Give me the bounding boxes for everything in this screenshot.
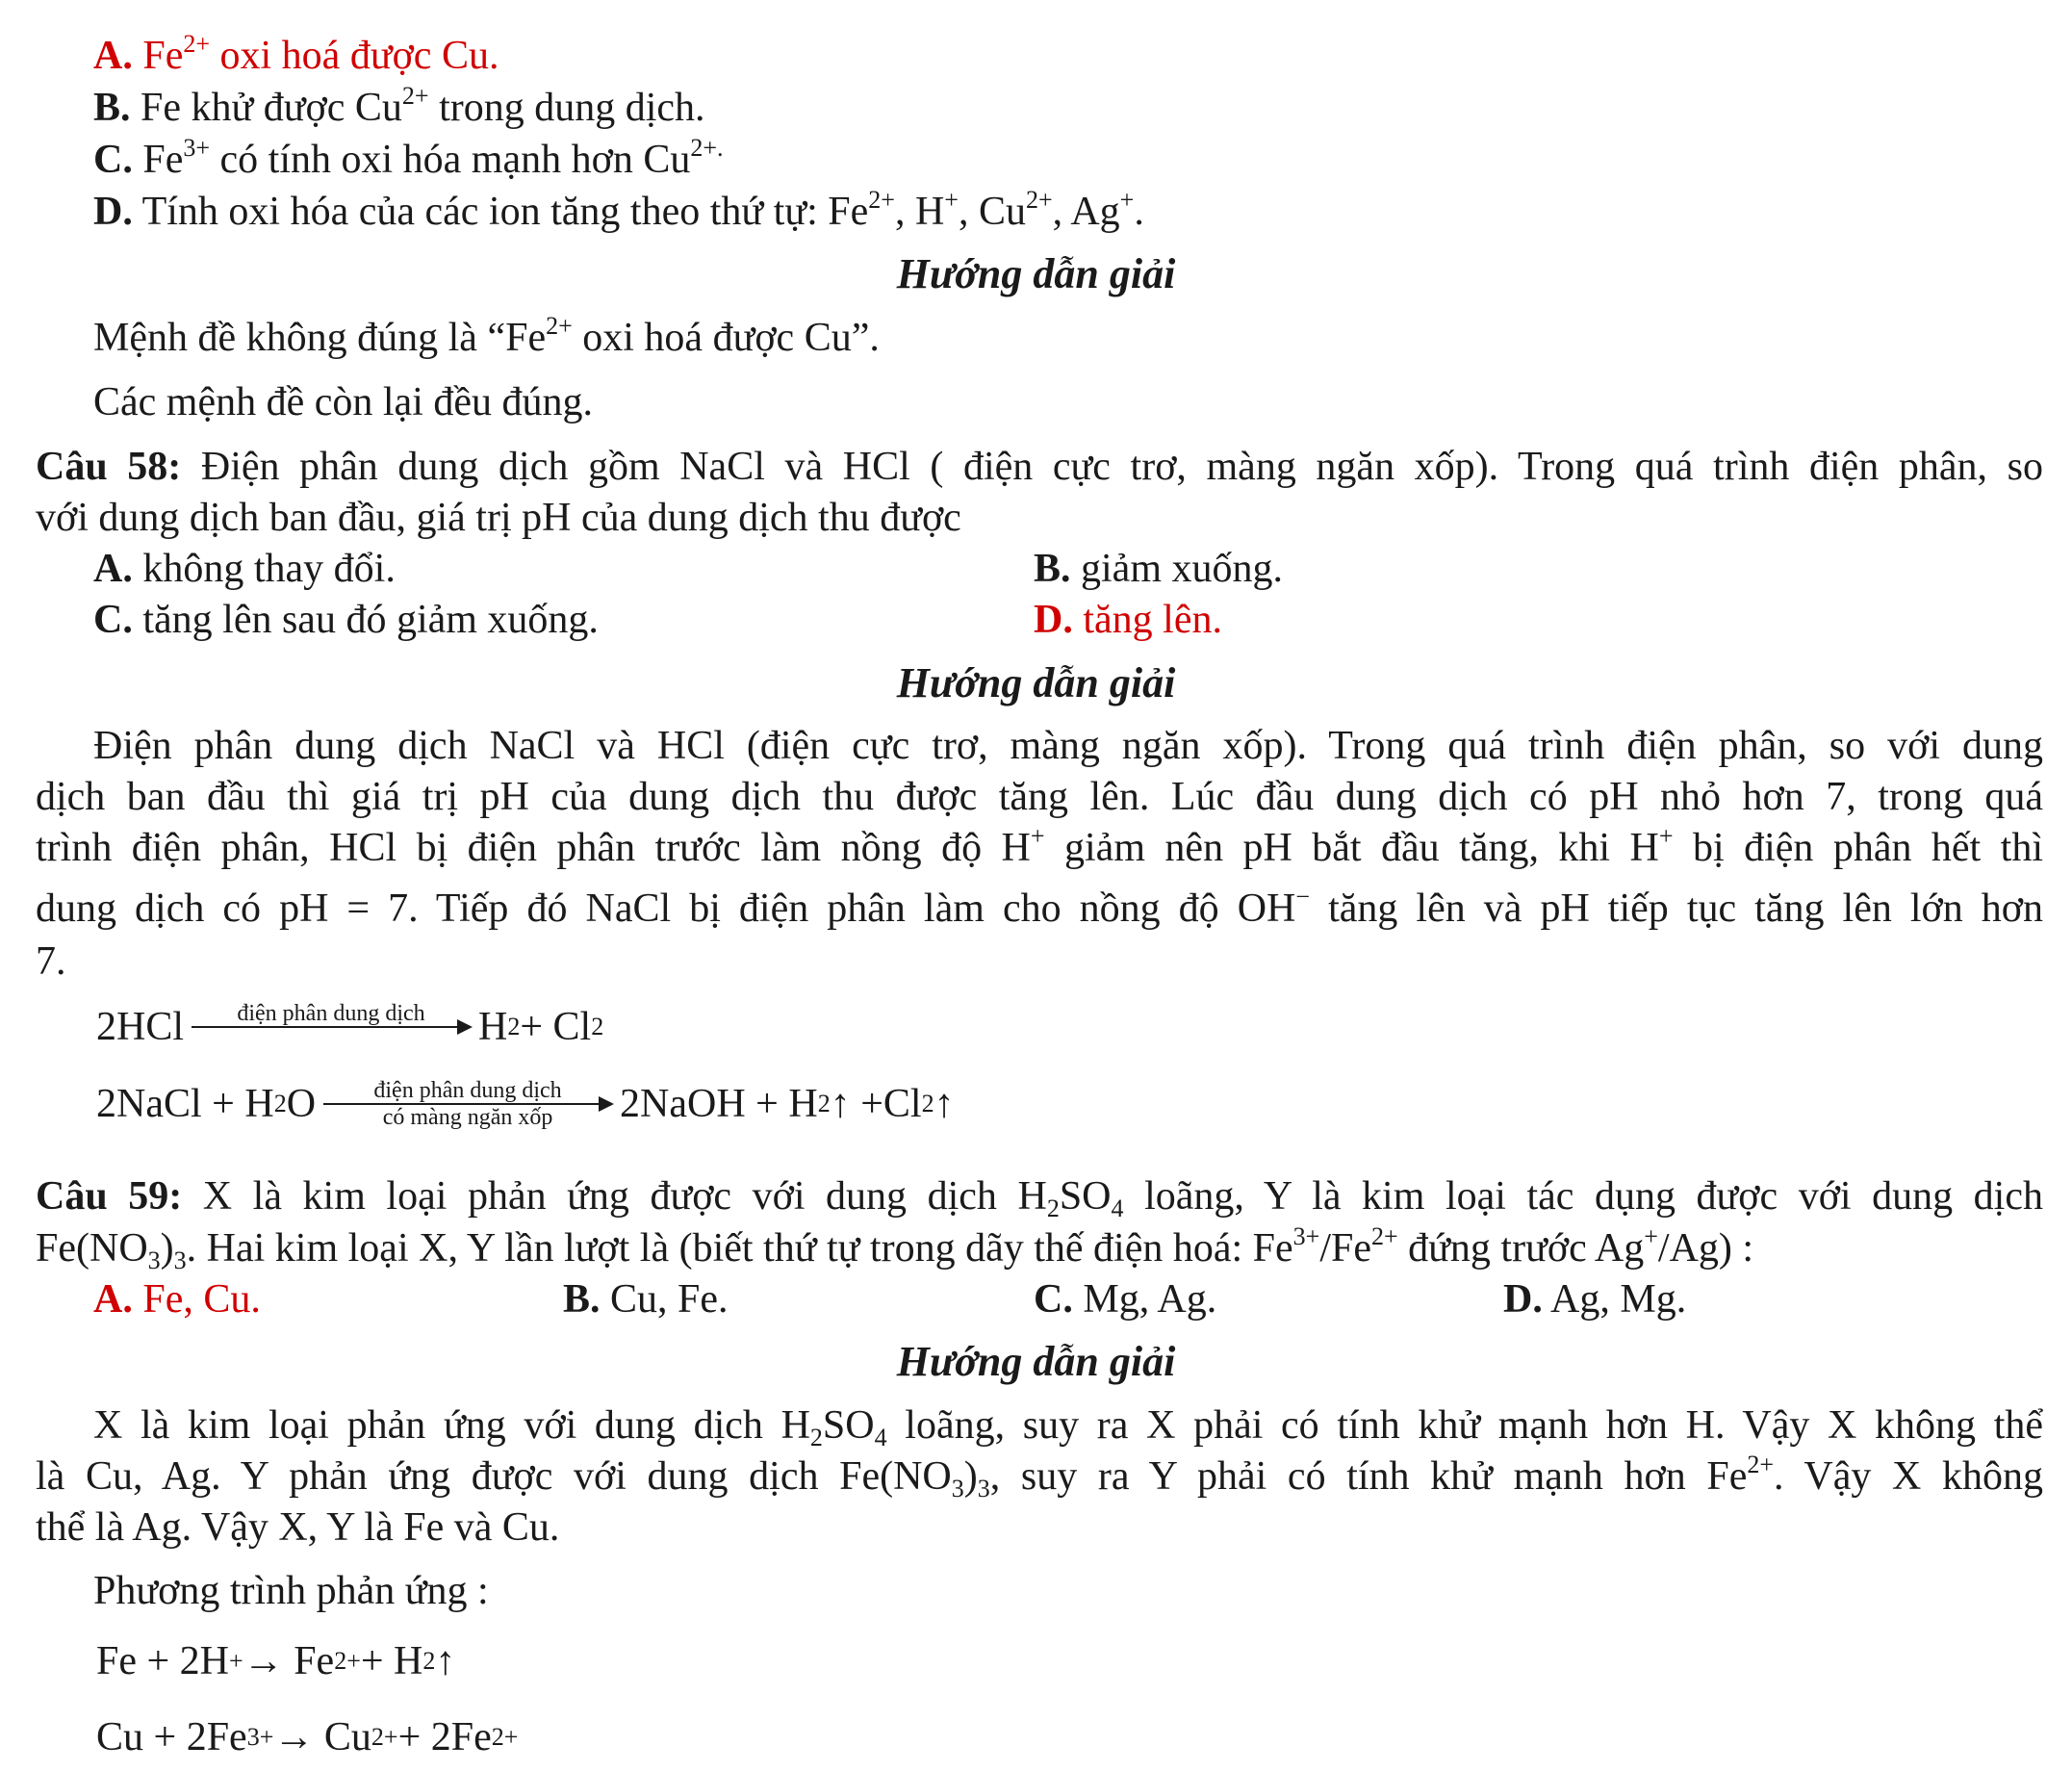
- reaction-arrow: điện phân dung dịch: [192, 1001, 471, 1053]
- solution-59-line-4: Phương trình phản ứng :: [93, 1569, 489, 1613]
- solution-1-line-2: Các mệnh đề còn lại đều đúng.: [93, 380, 594, 424]
- solution-59-line-1: X là kim loại phản ứng với dung dịch $H_2SO_4$ loãng, suy ra X phải có tính khử mạnh hơn H. Vậy X không thể: [93, 1403, 2044, 1451]
- q58-option-a: A. không thay đổi.: [93, 547, 396, 591]
- question-58-line-2: với dung dịch ban đầu, giá trị pH của dung dịch thu được: [36, 496, 961, 540]
- solution-58-p2: dịch ban đầu thì giá trị pH của dung dịch thu được tăng lên. Lúc đầu dung dịch có pH nhỏ hơn 7, trong quá: [36, 775, 2043, 819]
- solution-58-p5: 7.: [36, 939, 66, 984]
- solution-58-p1: Điện phân dung dịch NaCl và HCl (điện cực trơ, màng ngăn xốp). Trong quá trình điện phân, so với dung: [93, 724, 2043, 768]
- option-d-top: D. Tính oxi hóa của các ion tăng theo thứ tự: $Fe^{2+}$, H+, $Cu^{2+}$, Ag+.: [93, 186, 1144, 234]
- equation-hcl: 2HCl điện phân dung dịch H 2 + Cl 2: [96, 1001, 603, 1053]
- q59-option-d: D. Ag, Mg.: [1503, 1277, 1687, 1322]
- solution-1-line-1: Mệnh đề không đúng là “$Fe^{2+}$ oxi hoá được Cu”.: [93, 312, 880, 360]
- q58-option-d: D. tăng lên.: [1034, 598, 1222, 642]
- solution-58-p4: dung dịch có pH = 7. Tiếp đó NaCl bị điện phân làm cho nồng độ OH− tăng lên và pH tiếp tục tăng lên lớn hơn: [36, 883, 2043, 931]
- question-58-line-1: Câu 58: Điện phân dung dịch gồm NaCl và HCl ( điện cực trơ, màng ngăn xốp). Trong quá trình điện phân, so: [36, 445, 2043, 489]
- reaction-arrow: điện phân dung dịch có màng ngăn xốp: [323, 1078, 612, 1130]
- option-b-top: B. Fe khử được $Cu^{2+}$ trong dung dịch.: [93, 82, 705, 130]
- question-59-line-1: Câu 59: X là kim loại phản ứng được với dung dịch $H_2SO_4$ loãng, Y là kim loại tác dụng được với dung dịch: [36, 1174, 2043, 1222]
- solution-59-line-2: là Cu, Ag. Y phản ứng được với dung dịch $Fe(NO_3)_3$, suy ra Y phải có tính khử mạnh hơn $Fe^{2+}$. Vậy X không: [36, 1451, 2043, 1502]
- option-c-top: C. $Fe^{3+}$ có tính oxi hóa mạnh hơn $Cu^{2+.}$: [93, 134, 724, 182]
- equation-nacl: 2NaCl + H 2 O điện phân dung dịch có màng ngăn xốp 2NaOH + H 2 ↑ +Cl 2 ↑: [96, 1078, 955, 1130]
- guide-heading-2: Hướng dẫn giải: [896, 659, 1176, 706]
- solution-59-line-3: thể là Ag. Vậy X, Y là Fe và Cu.: [36, 1505, 560, 1550]
- q59-option-b: B. Cu, Fe.: [563, 1277, 729, 1322]
- q59-option-c: C. Mg, Ag.: [1034, 1277, 1217, 1322]
- option-a-top: A. $Fe^{2+}$ oxi hoá được Cu.: [93, 30, 499, 78]
- solution-58-p3: trình điện phân, HCl bị điện phân trước làm nồng độ H+ giảm nên pH bắt đầu tăng, khi H+ bị điện phân hết thì: [36, 822, 2044, 870]
- equation-fe-h: Fe + 2H + → Fe 2+ + H 2 ↑: [96, 1639, 456, 1683]
- q58-option-c: C. tăng lên sau đó giảm xuống.: [93, 598, 599, 642]
- guide-heading-3: Hướng dẫn giải: [896, 1338, 1176, 1385]
- equation-cu-fe: Cu + 2Fe 3+ → Cu 2+ + 2Fe 2+: [96, 1715, 519, 1759]
- q59-option-a: A. Fe, Cu.: [93, 1277, 261, 1322]
- question-59-line-2: $Fe(NO_3)_3$. Hai kim loại X, Y lần lượt là (biết thứ tự trong dãy thế điện hoá: $Fe^{3+}/Fe^{2+}$ đứng trước Ag+/Ag) :: [36, 1222, 1754, 1274]
- q58-option-b: B. giảm xuống.: [1034, 547, 1283, 591]
- guide-heading-1: Hướng dẫn giải: [896, 250, 1176, 297]
